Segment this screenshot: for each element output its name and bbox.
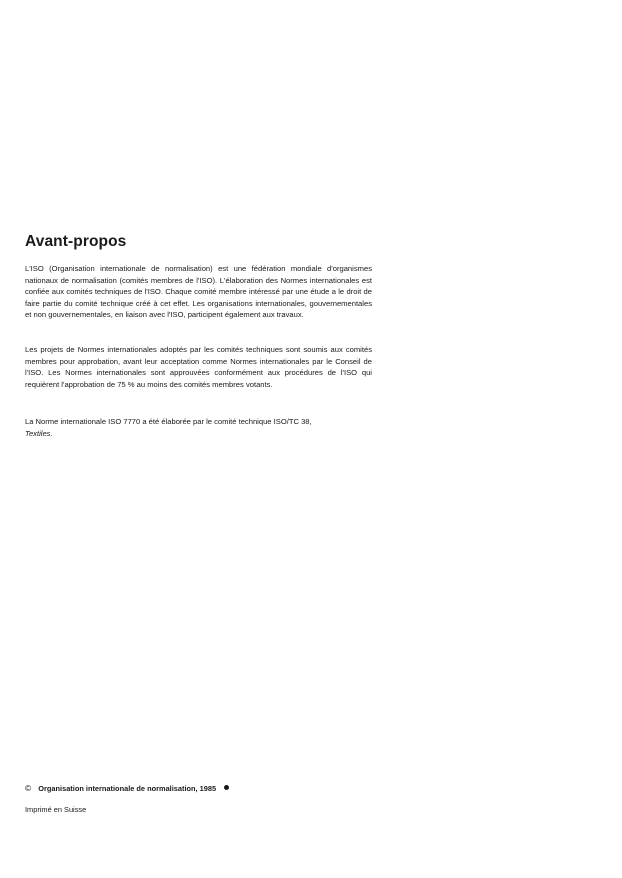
paragraph-standard-origin (25, 416, 372, 439)
copyright-line (25, 783, 229, 793)
standard-origin-text: La Norme internationale ISO 7770 a été élaborée par le comité technique ISO/TC 38, (25, 417, 312, 426)
copyright-icon: © (25, 783, 32, 793)
paragraph-iso-description: L'ISO (Organisation internationale de normalisation) est une fédération mondiale d'organismes nationaux de normalisation (comités membres de l'ISO). L'élaboration des Normes internationales est confiée aux comités techniques de l'ISO. Chaque comité membre intéressé par une étude a le droit de faire partie du comité technique créé à cet effet. Les organisations internationales, gouvernementales et non gouvernementales, en liaison avec l'ISO, participent également aux travaux. (25, 264, 372, 319)
page-title: Avant-propos (25, 233, 127, 250)
bullet-dot-icon (224, 785, 229, 790)
committee-name: Textiles. (25, 428, 53, 438)
printed-in-note: Imprimé en Suisse (25, 805, 87, 814)
copyright-text: Organisation internationale de normalisation, 1985 (38, 784, 217, 793)
paragraph-approval-process: Les projets de Normes internationales adoptés par les comités techniques sont soumis aux comités membres pour approbation, avant leur acceptation comme Normes internationales par le Conseil de l'ISO. Les Normes internationales sont approuvées conformément aux procédures de l'ISO qui requièrent l'approbation de 75 % au moins des comités membres votants. (25, 345, 372, 389)
